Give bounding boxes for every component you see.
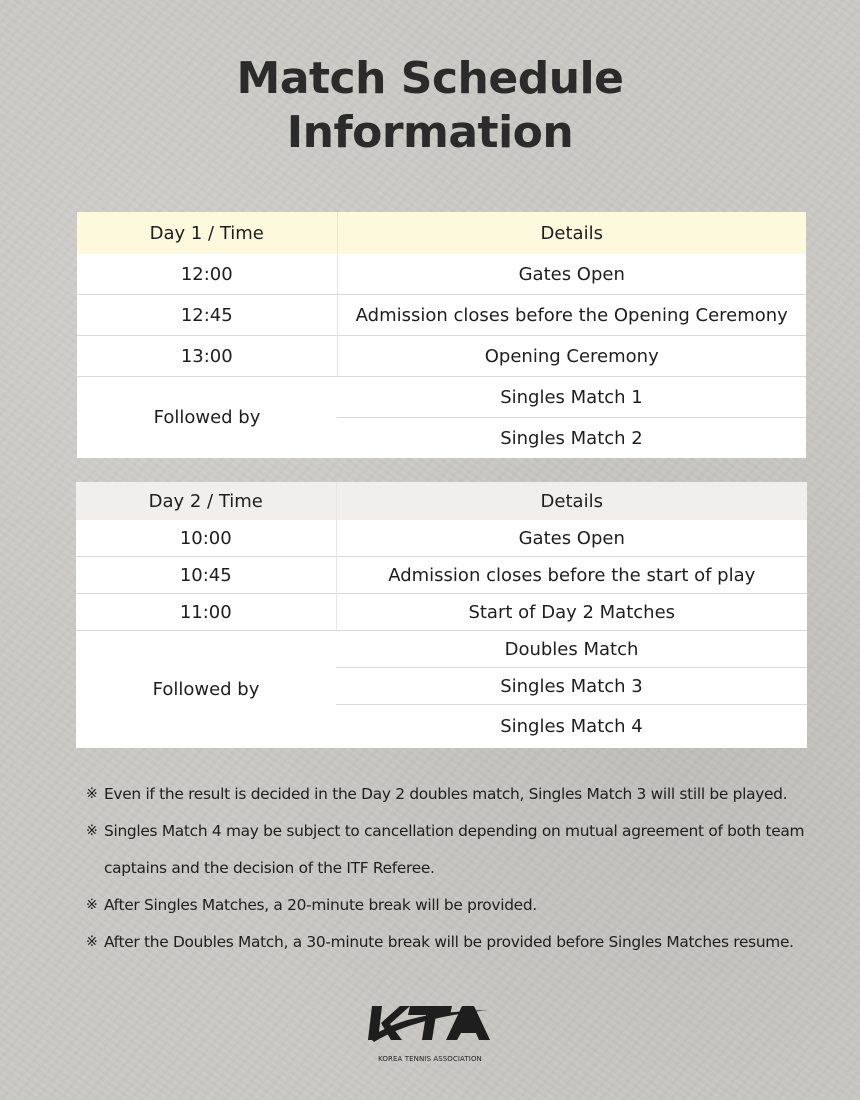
day2-schedule-table xyxy=(76,482,807,748)
kta-logo-icon xyxy=(366,1002,494,1052)
day2-row-details: Admission closes before the start of play xyxy=(336,557,807,594)
day1-row-time: 12:00 xyxy=(77,254,337,295)
day1-schedule-table xyxy=(77,212,806,458)
table-row xyxy=(77,254,806,295)
table-row xyxy=(76,557,807,594)
note-item xyxy=(86,924,816,961)
day2-row-time: 10:00 xyxy=(76,520,336,557)
day2-row-details: Gates Open xyxy=(518,527,625,549)
day1-row-details: Admission closes before the Opening Ceremony xyxy=(337,295,806,336)
note-item xyxy=(86,776,816,813)
reference-mark-icon: ※ xyxy=(86,934,98,950)
note-text: Singles Match 4 may be subject to cancellation depending on mutual agreement of both team captains and the decision of the ITF Referee. xyxy=(104,822,805,877)
reference-mark-icon: ※ xyxy=(86,786,98,802)
page-title-line-1: Match Schedule xyxy=(236,53,624,104)
day2-followed-item: Singles Match 4 xyxy=(336,705,807,749)
page-title-line-2: Information xyxy=(286,107,574,158)
kta-logo xyxy=(366,1002,494,1068)
day2-followed-item: Doubles Match xyxy=(336,631,807,668)
day1-row-time: 13:00 xyxy=(77,336,337,377)
day2-followed-by: Followed by xyxy=(76,631,336,749)
day1-followed-item: Singles Match 2 xyxy=(337,418,806,459)
day1-row-details: Gates Open xyxy=(518,263,625,285)
day2-header-row xyxy=(76,482,807,520)
note-item xyxy=(86,813,816,887)
note-item xyxy=(86,887,816,924)
day2-row-details: Start of Day 2 Matches xyxy=(336,594,807,631)
table-row xyxy=(77,336,806,377)
note-text: Even if the result is decided in the Day 2 doubles match, Singles Match 3 will still be played. xyxy=(104,785,788,803)
day2-row-time: 10:45 xyxy=(76,557,336,594)
day1-row-time: 12:45 xyxy=(77,295,337,336)
reference-mark-icon: ※ xyxy=(86,823,98,839)
page-title xyxy=(0,52,860,160)
day1-header-row xyxy=(77,212,806,254)
reference-mark-icon: ※ xyxy=(86,897,98,913)
day1-row-details: Opening Ceremony xyxy=(337,336,806,377)
kta-logo-caption: KOREA TENNIS ASSOCIATION xyxy=(378,1055,482,1063)
day2-followed-item: Singles Match 3 xyxy=(336,668,807,705)
day2-row-time: 11:00 xyxy=(76,594,336,631)
day1-followed-by: Followed by xyxy=(77,377,337,459)
note-text: After the Doubles Match, a 30-minute break will be provided before Singles Matches resume. xyxy=(104,933,794,951)
day2-header-time: Day 2 / Time xyxy=(76,482,336,520)
table-row xyxy=(76,631,807,668)
day1-header-details: Details xyxy=(337,212,806,254)
notes-list xyxy=(86,776,816,961)
note-text: After Singles Matches, a 20-minute break will be provided. xyxy=(104,896,537,914)
day1-header-time: Day 1 / Time xyxy=(77,212,337,254)
day1-followed-item: Singles Match 1 xyxy=(337,377,806,418)
table-row xyxy=(76,594,807,631)
table-row xyxy=(76,520,807,557)
table-row xyxy=(77,377,806,418)
table-row xyxy=(77,295,806,336)
day2-header-details: Details xyxy=(336,482,807,520)
